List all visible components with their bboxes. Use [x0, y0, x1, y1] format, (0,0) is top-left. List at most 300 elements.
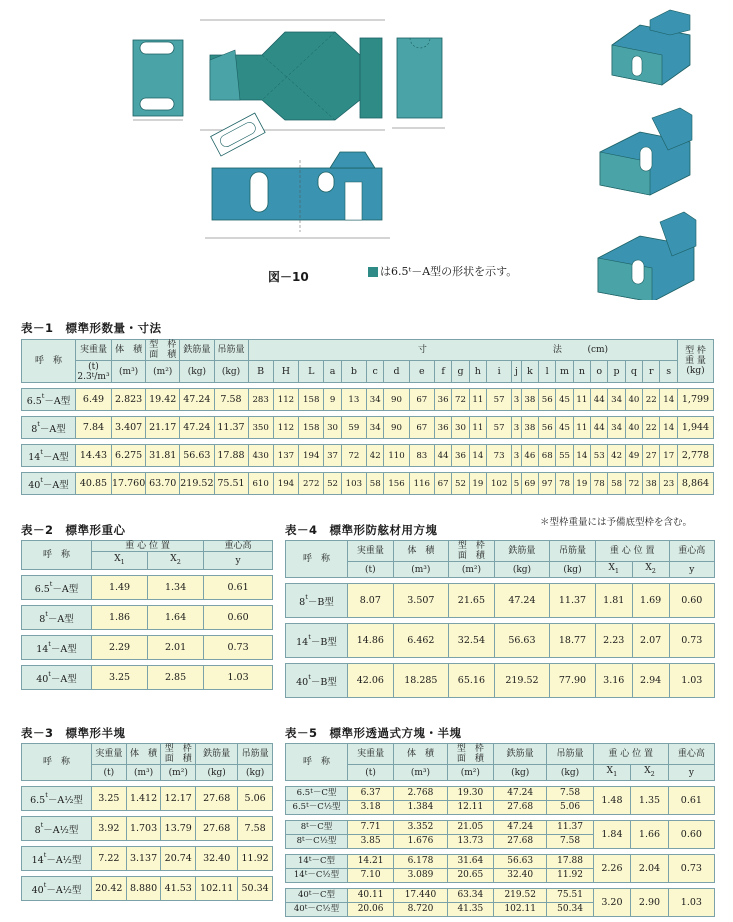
cell-rebar: 47.24	[494, 584, 549, 618]
header-volume-unit: (m³)	[112, 361, 146, 383]
header-dim-b: b	[341, 361, 366, 383]
figure-legend	[368, 263, 517, 279]
header-unit: (m³)	[394, 765, 448, 781]
row-name: $8^t-A$型	[22, 417, 76, 439]
cell-dim-k: 46	[521, 445, 538, 467]
table-row	[22, 389, 714, 411]
header-weight: 実重量	[348, 744, 394, 765]
cell-dim-b: 103	[341, 473, 366, 495]
cell-x1: 3.25	[92, 666, 148, 690]
header-y: y	[668, 765, 714, 781]
cell-rebar: 27.68	[493, 835, 547, 849]
cell-formwork: 21.65	[449, 584, 495, 618]
cell-weight: 40.11	[348, 889, 394, 903]
figure-10	[0, 0, 733, 300]
cell-formwork: 13.79	[161, 817, 196, 841]
cell-weight: 40.85	[76, 473, 112, 495]
row-name: $40^t-A\frac{1}{2}$型	[22, 877, 92, 901]
header-unit: (kg)	[196, 765, 238, 781]
table4	[285, 540, 715, 698]
row-name: $8^t-B$型	[286, 584, 348, 618]
cell-rebar: 32.40	[493, 869, 547, 883]
cell-hook: 77.90	[550, 664, 596, 698]
cell-rebar: 102.11	[493, 903, 547, 917]
table-row	[286, 821, 715, 835]
table-row	[22, 636, 273, 660]
row-name: $6.5^t-C$型	[286, 787, 348, 801]
row-name: $40^t-A$型	[22, 473, 76, 495]
cell-dim-B: 283	[248, 389, 273, 411]
header-unit: (kg)	[547, 765, 593, 781]
table1-header-row	[22, 340, 714, 361]
cell-x2: 2.01	[148, 636, 204, 660]
table1-title: 表－1 標準形数量・寸法	[21, 321, 162, 335]
cell-x2: 2.94	[632, 664, 669, 698]
cell-dim-n: 11	[573, 417, 590, 439]
cell-weight: 6.49	[76, 389, 112, 411]
cell-dim-B: 430	[248, 445, 273, 467]
cell-weight: 20.06	[348, 903, 394, 917]
cell-dim-l: 56	[539, 389, 556, 411]
header-dim-n: n	[573, 361, 590, 383]
header-cg-height: 重心高	[204, 541, 273, 552]
header-dim-a: a	[324, 361, 341, 383]
cell-volume: 8.880	[126, 877, 161, 901]
cell-dim-e: 67	[409, 389, 434, 411]
cell-rebar: 47.24	[493, 787, 547, 801]
table1-header-row	[22, 361, 714, 383]
cell-hook: 7.58	[238, 817, 273, 841]
header-unit: (m²)	[449, 562, 495, 578]
cell-dim-m: 45	[556, 417, 573, 439]
cell-dim-r: 38	[643, 473, 660, 495]
legend-swatch	[368, 267, 378, 277]
header-x1: $X_1$	[595, 562, 632, 578]
table-row	[286, 664, 715, 698]
cell-dim-L: 158	[299, 417, 324, 439]
cell-weight: 42.06	[348, 664, 394, 698]
cell-dim-f: 36	[434, 417, 451, 439]
header-dimensions: 寸 法 (cm)	[248, 340, 678, 361]
cell-dim-j: 3	[512, 445, 521, 467]
cell-dim-H: 112	[273, 417, 298, 439]
cell-weight: 3.18	[348, 801, 394, 815]
cell-dim-g: 52	[452, 473, 469, 495]
cell-dim-m: 78	[556, 473, 573, 495]
cell-dim-s: 14	[660, 417, 678, 439]
header-hook: 吊筋量	[214, 340, 248, 361]
cell-hook: 17.88	[547, 855, 593, 869]
header-y: y	[669, 562, 714, 578]
cell-rebar: 56.63	[494, 624, 549, 658]
header-dim-e: e	[409, 361, 434, 383]
table3-header-row	[22, 744, 273, 765]
row-name: $14^t-B$型	[286, 624, 348, 658]
table-row	[286, 787, 715, 801]
cell-formwork: 19.30	[447, 787, 493, 801]
cell-dim-a: 52	[324, 473, 341, 495]
cell-dim-f: 36	[434, 389, 451, 411]
cell-dim-n: 14	[573, 445, 590, 467]
cell-dim-h: 11	[469, 389, 486, 411]
header-hook-unit: (kg)	[214, 361, 248, 383]
cell-x2: 2.07	[632, 624, 669, 658]
cell-formwork: 31.81	[146, 445, 180, 467]
row-name: $40^t-C\frac{1}{2}$型	[286, 903, 348, 917]
cell-dim-a: 30	[324, 417, 341, 439]
cell-dim-q: 40	[625, 417, 642, 439]
cell-hook: 50.34	[547, 903, 593, 917]
cell-dim-i: 73	[487, 445, 512, 467]
cell-x2: 1.35	[631, 787, 669, 815]
cell-x1: 1.48	[593, 787, 631, 815]
cell-dim-p: 58	[608, 473, 625, 495]
table-row	[22, 606, 273, 630]
header-formwork-weight: 型 枠 重 量 (kg)	[678, 340, 714, 383]
row-name: $8^t-A\frac{1}{2}$型	[22, 817, 92, 841]
cell-dim-f: 67	[434, 473, 451, 495]
cell-volume: 2.768	[394, 787, 448, 801]
cell-formwork: 65.16	[449, 664, 495, 698]
cell-formwork: 21.17	[146, 417, 180, 439]
table4-title: 表－4 標準形防舷材用方塊	[285, 523, 438, 537]
cell-hook: 11.37	[214, 417, 248, 439]
cell-formwork: 12.11	[447, 801, 493, 815]
cell-volume: 6.178	[394, 855, 448, 869]
cell-volume: 6.275	[112, 445, 146, 467]
cell-volume: 17.760	[112, 473, 146, 495]
header-cg-height: 重心高	[668, 744, 714, 765]
header-row	[286, 562, 715, 578]
cell-dim-s: 23	[660, 473, 678, 495]
cell-dim-s: 17	[660, 445, 678, 467]
cell-dim-a: 9	[324, 389, 341, 411]
cell-formwork: 21.05	[447, 821, 493, 835]
header-weight-unit: (t) 2.3$^t$/m³	[77, 361, 110, 382]
technical-drawing	[0, 0, 733, 300]
header-dim-o: o	[591, 361, 608, 383]
cell-volume: 2.823	[112, 389, 146, 411]
header-dim-s: s	[660, 361, 678, 383]
cell-dim-B: 350	[248, 417, 273, 439]
cell-dim-i: 57	[487, 417, 512, 439]
header-dim-B: B	[248, 361, 273, 383]
header-weight: 実重量	[92, 744, 127, 765]
cell-rebar: 47.24	[180, 389, 214, 411]
cell-dim-d: 156	[384, 473, 409, 495]
cell-formwork-weight: 1,944	[678, 417, 714, 439]
cell-rebar: 56.63	[493, 855, 547, 869]
header-x2: $X_2$	[148, 552, 204, 570]
cell-dim-f: 44	[434, 445, 451, 467]
row-name: $14^t-C$型	[286, 855, 348, 869]
table5	[285, 743, 715, 917]
header-rebar: 鉄筋量	[493, 744, 547, 765]
header-unit: (kg)	[550, 562, 596, 578]
header-volume: 体 積	[112, 340, 146, 361]
cell-dim-k: 38	[521, 417, 538, 439]
table-row	[22, 817, 273, 841]
cell-dim-m: 55	[556, 445, 573, 467]
cell-dim-L: 194	[299, 445, 324, 467]
cell-hook: 17.88	[214, 445, 248, 467]
cell-volume: 17.440	[394, 889, 448, 903]
cell-y: 0.61	[668, 787, 714, 815]
cell-dim-n: 19	[573, 473, 590, 495]
cell-y: 1.03	[669, 664, 714, 698]
cell-dim-l: 97	[539, 473, 556, 495]
header-dim-r: r	[643, 361, 660, 383]
cell-volume: 3.137	[126, 847, 161, 871]
cell-x2: 1.34	[148, 576, 204, 600]
cell-dim-H: 194	[273, 473, 298, 495]
table-row	[286, 889, 715, 903]
table-row	[286, 855, 715, 869]
header-unit: (t)	[348, 562, 394, 578]
header-dim-q: q	[625, 361, 642, 383]
header-volume: 体 積	[126, 744, 161, 765]
cell-weight: 20.42	[92, 877, 127, 901]
cell-x2: 2.04	[631, 855, 669, 883]
half-block-view	[211, 113, 265, 156]
table-row	[286, 624, 715, 658]
header-cg: 重 心 位 置	[593, 744, 668, 765]
header-x1: $X_1$	[593, 765, 631, 781]
row-name: $14^t-A$型	[22, 636, 92, 660]
cell-volume: 3.407	[112, 417, 146, 439]
cell-dim-p: 34	[608, 417, 625, 439]
table2	[21, 540, 273, 690]
cell-volume: 1.384	[394, 801, 448, 815]
header-dim-d: d	[384, 361, 409, 383]
row-name: $40^t-C$型	[286, 889, 348, 903]
table-row	[22, 473, 714, 495]
cell-volume: 1.412	[126, 787, 161, 811]
header-formwork-unit: (m²)	[146, 361, 180, 383]
header-volume: 体 積	[393, 541, 448, 562]
cell-x1: 1.49	[92, 576, 148, 600]
cell-hook: 5.06	[238, 787, 273, 811]
cell-x2: 2.90	[631, 889, 669, 917]
table3-title: 表－3 標準形半塊	[21, 726, 126, 740]
cell-weight: 14.21	[348, 855, 394, 869]
header-rebar: 鉄筋量	[180, 340, 214, 361]
cell-rebar: 219.52	[494, 664, 549, 698]
cell-rebar: 32.40	[196, 847, 238, 871]
cell-formwork-weight: 8,864	[678, 473, 714, 495]
cell-rebar: 102.11	[196, 877, 238, 901]
row-name: $8^t-C$型	[286, 821, 348, 835]
header-unit: (kg)	[494, 562, 549, 578]
cell-weight: 3.25	[92, 787, 127, 811]
cell-rebar: 27.68	[196, 787, 238, 811]
cell-rebar: 27.68	[493, 801, 547, 815]
cell-dim-L: 158	[299, 389, 324, 411]
cell-hook: 11.37	[550, 584, 596, 618]
cell-volume: 3.089	[394, 869, 448, 883]
cell-y: 0.73	[669, 624, 714, 658]
cell-hook: 11.37	[547, 821, 593, 835]
cell-formwork: 19.42	[146, 389, 180, 411]
cell-y: 0.60	[204, 606, 273, 630]
table1	[21, 339, 714, 495]
cell-x2: 1.64	[148, 606, 204, 630]
cell-volume: 1.676	[394, 835, 448, 849]
header-name: 呼 称	[22, 340, 76, 383]
cell-dim-d: 110	[384, 445, 409, 467]
cell-formwork-weight: 2,778	[678, 445, 714, 467]
side-view-left	[133, 40, 183, 120]
cell-rebar: 219.52	[493, 889, 547, 903]
header-unit: (m²)	[161, 765, 196, 781]
cell-x2: 1.69	[632, 584, 669, 618]
cell-formwork: 32.54	[449, 624, 495, 658]
cell-hook: 18.77	[550, 624, 596, 658]
cell-dim-B: 610	[248, 473, 273, 495]
cell-x1: 2.23	[595, 624, 632, 658]
cell-dim-s: 14	[660, 389, 678, 411]
cell-hook: 11.92	[238, 847, 273, 871]
header-row	[286, 541, 715, 562]
cell-y: 0.73	[204, 636, 273, 660]
cell-weight: 6.37	[348, 787, 394, 801]
header-volume: 体 積	[394, 744, 448, 765]
cell-dim-n: 11	[573, 389, 590, 411]
cell-dim-b: 13	[341, 389, 366, 411]
cell-formwork-weight: 1,799	[678, 389, 714, 411]
row-name: $40^t-A$型	[22, 666, 92, 690]
cell-volume: 1.703	[126, 817, 161, 841]
row-name: $8^t-C\frac{1}{2}$型	[286, 835, 348, 849]
cell-x1: 3.20	[593, 889, 631, 917]
header-rebar: 鉄筋量	[494, 541, 549, 562]
row-name: $14^t-C\frac{1}{2}$型	[286, 869, 348, 883]
cell-dim-g: 72	[452, 389, 469, 411]
plan-view	[200, 20, 385, 130]
cell-formwork: 41.53	[161, 877, 196, 901]
header-unit: (t)	[92, 765, 127, 781]
isometric-view-2	[600, 108, 692, 195]
cell-dim-r: 27	[643, 445, 660, 467]
cell-dim-h: 14	[469, 445, 486, 467]
header-cg: 重 心 位 置	[92, 541, 204, 552]
cell-volume: 18.285	[393, 664, 448, 698]
cell-hook: 7.58	[214, 389, 248, 411]
cell-dim-j: 3	[512, 389, 521, 411]
cell-dim-l: 56	[539, 417, 556, 439]
cell-weight: 14.43	[76, 445, 112, 467]
cell-dim-m: 45	[556, 389, 573, 411]
cell-formwork: 20.65	[447, 869, 493, 883]
figure-caption: 図－10	[268, 270, 309, 284]
cell-x1: 2.29	[92, 636, 148, 660]
table2-header-row	[22, 541, 273, 552]
cell-x1: 1.84	[593, 821, 631, 849]
table2-title: 表－2 標準形重心	[21, 523, 126, 537]
cell-weight: 8.07	[348, 584, 394, 618]
cell-dim-i: 57	[487, 389, 512, 411]
row-name: $6.5^t-C\frac{1}{2}$型	[286, 801, 348, 815]
cell-y: 1.03	[668, 889, 714, 917]
table-row	[22, 877, 273, 901]
cell-dim-e: 67	[409, 417, 434, 439]
cell-y: 1.03	[204, 666, 273, 690]
cell-volume: 6.462	[393, 624, 448, 658]
cell-weight: 7.22	[92, 847, 127, 871]
cell-dim-L: 272	[299, 473, 324, 495]
cell-weight: 7.10	[348, 869, 394, 883]
cell-dim-a: 37	[324, 445, 341, 467]
header-cg: 重 心 位 置	[595, 541, 669, 562]
isometric-view-1	[612, 10, 690, 85]
table5-title: 表－5 標準形透過式方塊・半塊	[285, 726, 462, 740]
header-unit: (kg)	[493, 765, 547, 781]
header-row	[286, 765, 715, 781]
row-name: $40^t-B$型	[286, 664, 348, 698]
table-row	[22, 417, 714, 439]
header-dim-p: p	[608, 361, 625, 383]
header-name: 呼 称	[22, 744, 92, 781]
cell-volume: 3.507	[393, 584, 448, 618]
header-unit: (kg)	[238, 765, 273, 781]
cell-dim-c: 34	[367, 389, 384, 411]
header-hook: 吊筋量	[238, 744, 273, 765]
header-rebar: 鉄筋量	[196, 744, 238, 765]
table-row	[22, 787, 273, 811]
cell-dim-b: 59	[341, 417, 366, 439]
row-name: $14^t-A\frac{1}{2}$型	[22, 847, 92, 871]
cell-formwork: 63.70	[146, 473, 180, 495]
cell-formwork: 41.35	[447, 903, 493, 917]
cell-dim-c: 42	[367, 445, 384, 467]
header-formwork: 型 枠 面 積	[447, 744, 493, 765]
header-x2: $X_2$	[632, 562, 669, 578]
cell-dim-H: 112	[273, 389, 298, 411]
cell-dim-j: 5	[512, 473, 521, 495]
header-formwork: 型 枠 面 積	[161, 744, 196, 765]
front-elevation	[205, 152, 390, 238]
cell-dim-o: 78	[591, 473, 608, 495]
header-unit: (m³)	[393, 562, 448, 578]
header-rebar-unit: (kg)	[180, 361, 214, 383]
cell-volume: 3.352	[394, 821, 448, 835]
cell-weight: 7.71	[348, 821, 394, 835]
cell-dim-l: 68	[539, 445, 556, 467]
cell-dim-c: 34	[367, 417, 384, 439]
cell-dim-q: 49	[625, 445, 642, 467]
cell-hook: 75.51	[214, 473, 248, 495]
cell-dim-e: 116	[409, 473, 434, 495]
row-name: $6.5^t-A\frac{1}{2}$型	[22, 787, 92, 811]
cell-dim-q: 40	[625, 389, 642, 411]
cell-hook: 50.34	[238, 877, 273, 901]
table-row	[286, 584, 715, 618]
header-x1: $X_1$	[92, 552, 148, 570]
header-formwork: 型 枠 面 積	[146, 340, 180, 361]
header-dim-f: f	[434, 361, 451, 383]
cell-dim-g: 36	[452, 445, 469, 467]
cell-weight: 3.85	[348, 835, 394, 849]
cell-y: 0.73	[668, 855, 714, 883]
cell-dim-k: 69	[521, 473, 538, 495]
cell-x2: 1.66	[631, 821, 669, 849]
header-row	[286, 744, 715, 765]
cell-weight: 3.92	[92, 817, 127, 841]
table-row	[22, 666, 273, 690]
cell-x1: 1.86	[92, 606, 148, 630]
header-name: 呼 称	[286, 744, 348, 781]
table-row	[22, 445, 714, 467]
